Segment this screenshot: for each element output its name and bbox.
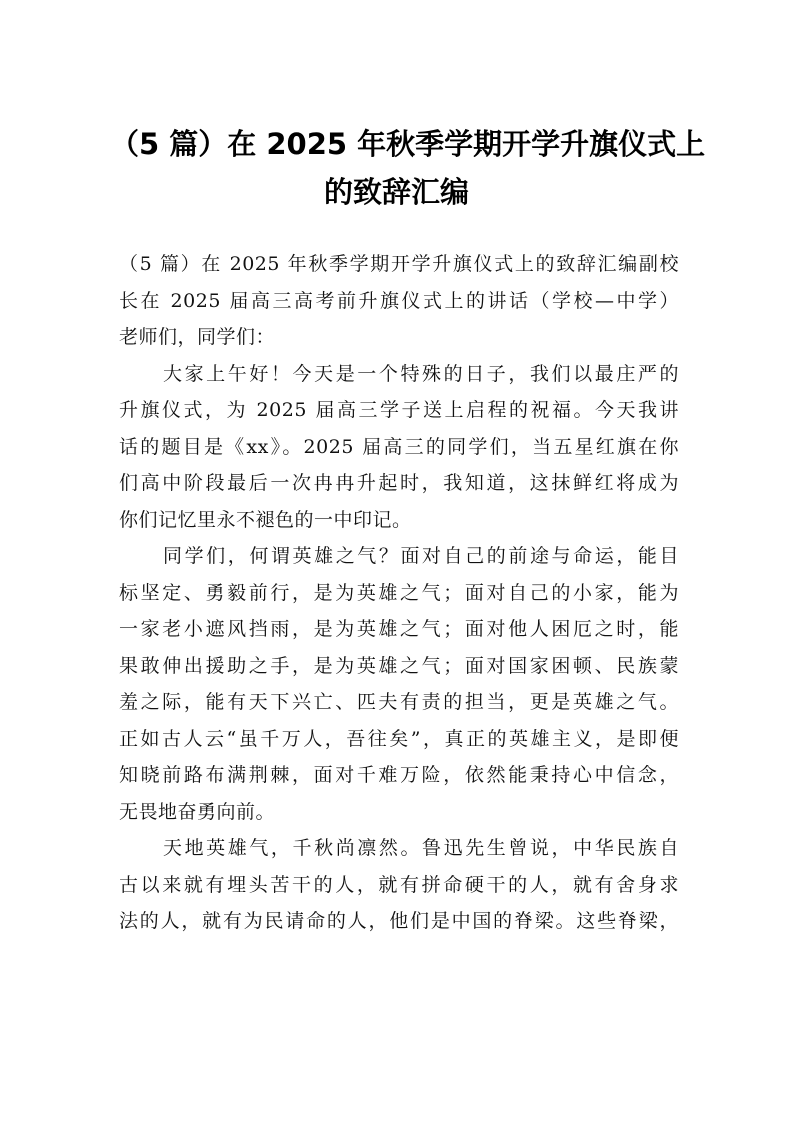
paragraph-2-line-8: 无畏地奋勇向前。 <box>119 800 276 823</box>
paragraph-2-line-1: 同学们，何谓英雄之气？面对自己的前途与命运，能目 <box>163 545 679 567</box>
document-title <box>110 120 706 216</box>
body-line-3: 老师们，同学们： <box>119 326 276 348</box>
paragraph-2-line-2: 标坚定、勇毅前行，是为英雄之气；面对自己的小家，能为 <box>119 581 679 604</box>
paragraph-2-line-3: 一家老小遮风挡雨，是为英雄之气；面对他人困厄之时，能 <box>119 618 679 640</box>
document-body <box>119 246 679 940</box>
paragraph-3-line-2: 古以来就有埋头苦干的人，就有拼命硬干的人，就有舍身求 <box>119 873 679 896</box>
title-line-2: 的致辞汇编 <box>323 175 469 209</box>
paragraph-2-line-7: 知晓前路布满荆棘，面对千难万险，依然能秉持心中信念， <box>119 764 679 786</box>
paragraph-1-line-5: 你们记忆里永不褪色的一中印记。 <box>119 508 412 531</box>
body-line-1: （5 篇）在 2025 年秋季学期开学升旗仪式上的致辞汇编副校 <box>119 253 679 275</box>
paragraph-2-line-4: 果敢伸出援助之手，是为英雄之气；面对国家困顿、民族蒙 <box>119 654 679 677</box>
title-line-1: （5 篇）在 2025 年秋季学期开学升旗仪式上 <box>110 127 706 161</box>
paragraph-2-line-5: 羞之际，能有天下兴亡、匹夫有责的担当，更是英雄之气。 <box>119 691 679 713</box>
paragraph-2-line-6: 正如古人云“虽千万人，吾往矣”，真正的英雄主义，是即便 <box>119 727 679 750</box>
body-line-2: 长在 2025 届高三高考前升旗仪式上的讲话（学校—中学） <box>119 289 679 312</box>
paragraph-1-line-1: 大家上午好！今天是一个特殊的日子，我们以最庄严的 <box>163 362 679 385</box>
paragraph-1-line-4: 们高中阶段最后一次冉冉升起时，我知道，这抹鲜红将成为 <box>119 472 679 494</box>
paragraph-1-line-2: 升旗仪式，为 2025 届高三学子送上启程的祝福。今天我讲 <box>119 399 679 421</box>
paragraph-3-line-3: 法的人，就有为民请命的人，他们是中国的脊梁。这些脊梁， <box>119 910 679 932</box>
paragraph-3-line-1: 天地英雄气，千秋尚凛然。鲁迅先生曾说，中华民族自 <box>163 837 679 859</box>
paragraph-1-line-3: 话的题目是《xx》。2025 届高三的同学们，当五星红旗在你 <box>119 435 679 458</box>
